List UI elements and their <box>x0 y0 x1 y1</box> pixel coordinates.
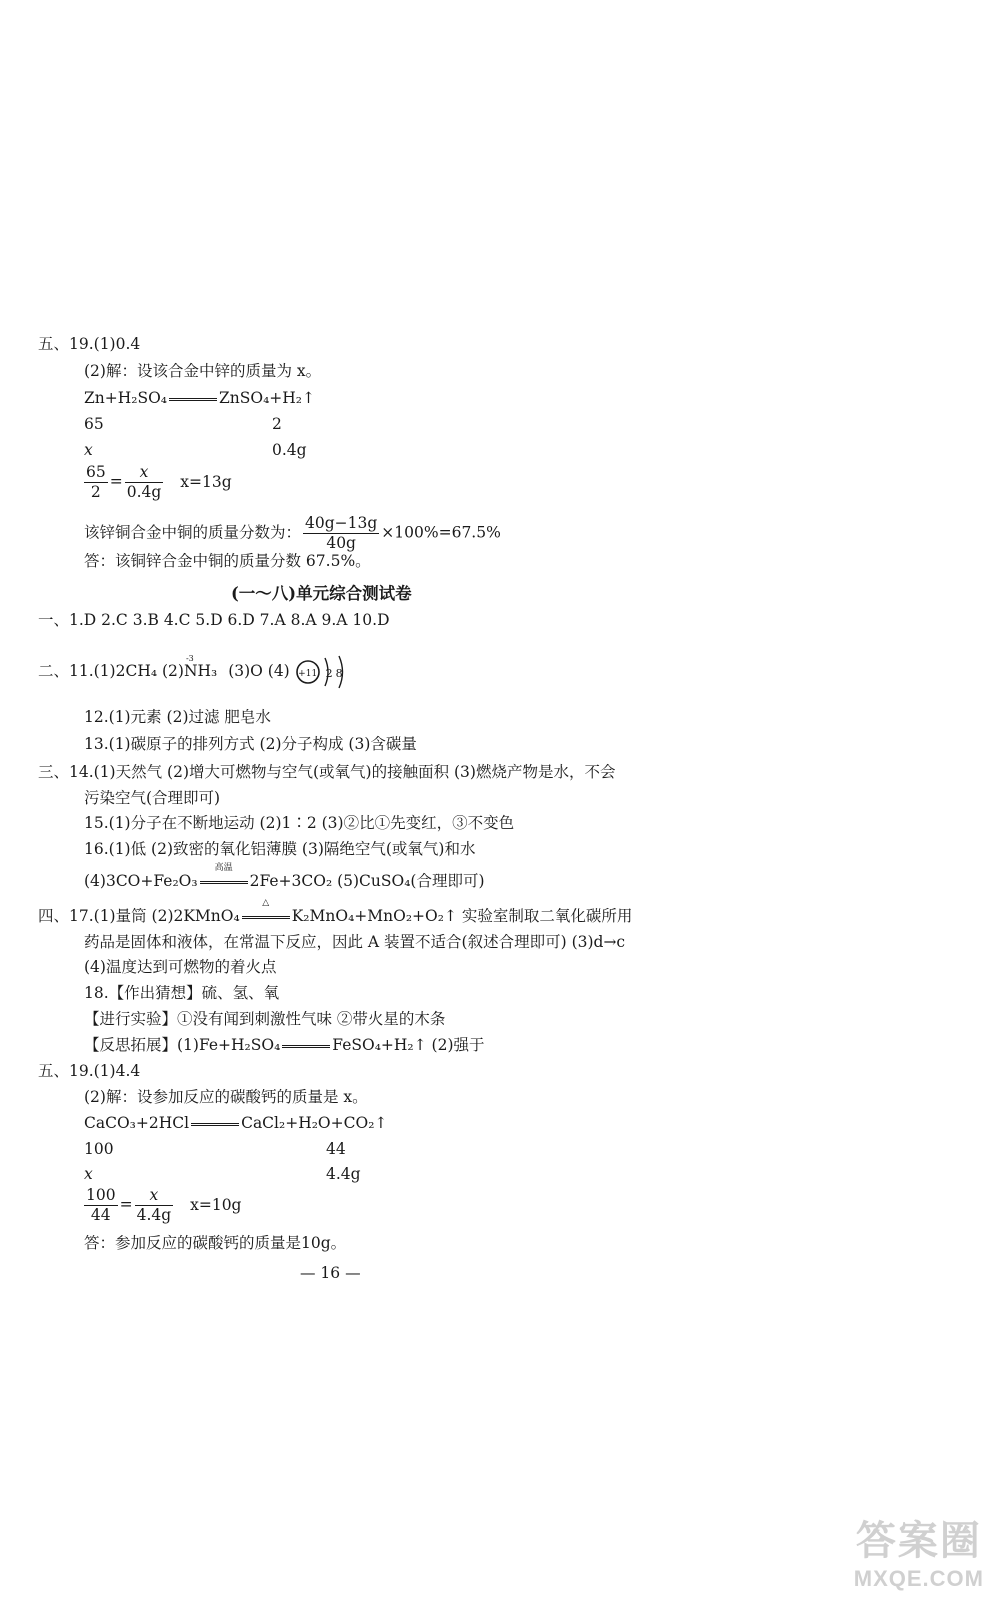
ratio-val-right: 0.4g <box>272 441 307 459</box>
q19b-solution-setup: (2)解：设参加反应的碳酸钙的质量是 x。 <box>84 1088 368 1106</box>
nh3-charge: -3 <box>185 654 194 663</box>
proportion: $\frac{65}{2}$ = $\frac{x}{0.4g}$ x=13g <box>86 463 232 501</box>
q17-line3: (4)温度达到可燃物的着火点 <box>84 958 277 976</box>
section-heading: (一～八)单元综合测试卷 <box>231 584 412 603</box>
watermark-url: MXQE.COM <box>853 1566 984 1591</box>
fraction: $\frac{40g-13g}{40g}$ <box>305 514 378 552</box>
q13-answers: 13.(1)碳原子的排列方式 (2)分子构成 (3)含碳量 <box>84 735 417 753</box>
ratio-val-right: 4.4g <box>326 1165 361 1183</box>
proportion-result: x=13g <box>180 472 232 491</box>
atom-shell-1: 2 <box>325 667 333 680</box>
chemical-equation-caco3: CaCO₃+2HCl CaCl₂+H₂O+CO₂↑ <box>84 1114 388 1132</box>
fraction: $\frac{x}{4.4g}$ <box>136 1186 172 1224</box>
proportion: $\frac{100}{44}$ = $\frac{x}{4.4g}$ x=10g <box>86 1186 242 1224</box>
proportion-result: x=10g <box>190 1195 242 1214</box>
q19b-part1-answer: 五、19.(1)4.4 <box>38 1062 141 1080</box>
atom-nucleus: +11 <box>298 669 318 679</box>
q19b-final-answer: 答：参加反应的碳酸钙的质量是10g。 <box>84 1234 347 1252</box>
q11-answers: 二、11.(1)2CH₄ (2)NH₃ -3 (3)O (4) +11 2 8 <box>38 652 363 692</box>
fraction: $\frac{x}{0.4g}$ <box>126 463 162 501</box>
q19-part1-answer: 五、19.(1)0.4 <box>38 335 141 353</box>
q19-final-answer: 答：该铜锌合金中铜的质量分数 67.5%。 <box>84 552 371 570</box>
equation-rhs: ZnSO₄+H₂↑ <box>219 389 316 407</box>
ratio-mass-left: 100 <box>84 1140 114 1158</box>
q14-line1: 三、14.(1)天然气 (2)增大可燃物与空气(或氧气)的接触面积 (3)燃烧产物是水，不会 <box>38 763 616 781</box>
chemical-equation-zn <box>84 388 315 408</box>
q17-line1: 四、17.(1)量筒 (2)2KMnO₄ △ K₂MnO₄+MnO₂+O₂↑ 实验室制取二氧化碳所用 <box>38 898 633 925</box>
fraction: $\frac{100}{44}$ <box>86 1186 116 1224</box>
q17-line2: 药品是固体和液体，在常温下反应，因此 A 装置不适合(叙述合理即可) (3)d→c <box>84 933 626 951</box>
q18-line2: 【进行实验】①没有闻到刺激性气味 ②带火星的木条 <box>84 1010 446 1028</box>
nh3-formula: NH₃ <box>183 662 218 680</box>
ratio-mass-right: 2 <box>272 415 282 433</box>
q12-answers: 12.(1)元素 (2)过滤 肥皂水 <box>84 708 271 726</box>
q14-line2: 污染空气(合理即可) <box>84 789 221 807</box>
atom-shell-2: 8 <box>335 667 343 680</box>
equals-line <box>169 398 217 401</box>
reaction-condition: 高温 <box>198 871 250 891</box>
q18-line3: 【反思拓展】(1)Fe+H₂SO₄ FeSO₄+H₂↑ (2)强于 <box>84 1036 485 1054</box>
q16-line2: (4)3CO+Fe₂O₃ 高温 2Fe+3CO₂ (5)CuSO₄(合理即可) <box>84 863 485 890</box>
watermark <box>854 1509 984 1592</box>
ratio-mass-left: 65 <box>84 415 104 433</box>
section1-answers: 一、1.D 2.C 3.B 4.C 5.D 6.D 7.A 8.A 9.A 10.D <box>38 611 390 629</box>
sodium-ion-diagram <box>295 652 363 692</box>
q18-line1: 18.【作出猜想】硫、氢、氧 <box>84 984 280 1002</box>
reaction-condition: △ <box>240 906 292 926</box>
fraction: $\frac{65}{2}$ <box>86 463 106 501</box>
ratio-var-left: x <box>84 441 93 459</box>
mass-fraction-calc: 该锌铜合金中铜的质量分数为： $\frac{40g-13g}{40g}$ ×100%=67.5% <box>84 514 501 552</box>
q16-line1: 16.(1)低 (2)致密的氧化铝薄膜 (3)隔绝空气(或氧气)和水 <box>84 840 476 858</box>
equation-lhs: Zn+H₂SO₄ <box>84 389 168 407</box>
watermark-logo: 答案圈 <box>855 1517 982 1564</box>
ratio-var-left: x <box>84 1165 93 1183</box>
q19-solution-setup: (2)解：设该合金中锌的质量为 x。 <box>84 362 322 380</box>
page-number: — 16 — <box>300 1264 361 1282</box>
ratio-mass-right: 44 <box>326 1140 346 1158</box>
q15-answers: 15.(1)分子在不断地运动 (2)1∶2 (3)②比①先变红，③不变色 <box>84 814 515 832</box>
